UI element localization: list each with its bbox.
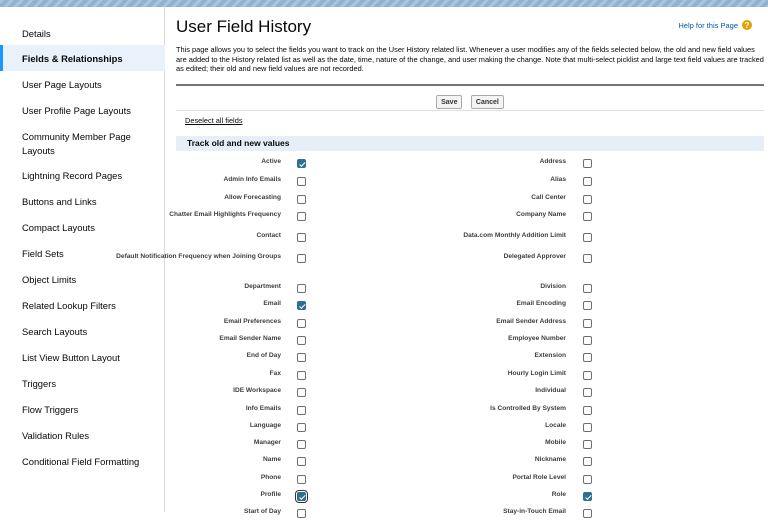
field-label: Mobile [545,439,566,446]
field-checkbox[interactable] [583,475,592,484]
field-checkbox[interactable] [297,177,306,186]
sidebar-item[interactable]: Fields & Relationships [0,45,165,71]
field-history-panel [116,84,764,526]
field-checkbox[interactable] [297,371,306,380]
field-checkbox[interactable] [297,509,306,518]
field-checkbox[interactable] [583,388,592,397]
field-label: Email Encoding [516,300,566,307]
field-label: Email Sender Address [496,318,566,325]
field-label: Manager [253,439,281,446]
field-checkbox[interactable] [297,492,306,501]
page-description: This page allows you to select the fields you want to track on the User History related list. Whenever a user modifies any of the fields selected below, the old and new field values are added to the History related list as well as the date, time, nature of the change, and user making the change. Note that multi-select picklist and large text field values are tracked as edited; their old and new field values are not recorded. [176,45,764,74]
field-checkbox[interactable] [583,423,592,432]
field-checkbox[interactable] [583,509,592,518]
field-label: Phone [260,474,281,481]
field-label: Stay-in-Touch Email [503,508,566,515]
section-header [176,136,764,151]
field-label: Default Notification Frequency when Joining Groups [116,253,281,260]
field-checkbox[interactable] [297,284,306,293]
field-label: Delegated Approver [503,253,566,260]
deselect-all-link[interactable]: Deselect all fields [185,116,243,125]
sidebar-item[interactable]: Search Layouts [22,326,88,337]
main-content [116,7,768,515]
sidebar-item[interactable]: Details [22,28,51,39]
field-label: Chatter Email Highlights Frequency [169,211,281,218]
field-label: End of Day [246,352,281,359]
field-checkbox[interactable] [583,159,592,168]
field-checkbox[interactable] [297,406,306,415]
field-checkbox[interactable] [583,406,592,415]
field-label: Individual [535,387,566,394]
field-checkbox[interactable] [583,353,592,362]
save-button[interactable]: Save [436,95,462,109]
field-label: Locale [545,422,566,429]
field-checkbox[interactable] [583,336,592,345]
sidebar-item[interactable]: Field Sets [22,248,64,259]
field-label: Email [263,300,281,307]
sidebar-item[interactable]: Buttons and Links [22,196,97,207]
field-label: Fax [269,370,281,377]
sidebar-item[interactable]: User Page Layouts [22,79,102,90]
field-checkbox[interactable] [297,195,306,204]
field-label: Start of Day [243,508,281,515]
field-checkbox[interactable] [583,371,592,380]
sidebar-item[interactable]: Compact Layouts [22,222,95,233]
section-title: Track old and new values [187,138,290,148]
field-checkbox[interactable] [297,254,306,263]
field-checkbox[interactable] [297,336,306,345]
field-label: Portal Role Level [512,474,566,481]
field-checkbox[interactable] [297,388,306,397]
field-label: IDE Workspace [233,387,281,394]
top-banner [0,0,768,7]
button-row [176,91,764,107]
field-label: Division [540,283,566,290]
field-checkbox[interactable] [583,301,592,310]
field-checkbox[interactable] [583,440,592,449]
field-checkbox[interactable] [297,212,306,221]
field-checkbox[interactable] [297,353,306,362]
help-link[interactable] [678,20,752,30]
divider [176,110,764,111]
field-label: Allow Forecasting [224,194,281,201]
field-label: Address [539,158,566,165]
field-label: Info Emails [245,405,281,412]
field-checkbox[interactable] [583,254,592,263]
sidebar-item[interactable]: Triggers [22,378,57,389]
help-icon: ? [742,20,752,30]
field-checkbox[interactable] [297,457,306,466]
field-label: Nickname [534,456,566,463]
field-label: Data.com Monthly Addition Limit [463,232,566,239]
help-link-label: Help for this Page [678,20,738,30]
field-checkbox[interactable] [297,475,306,484]
sidebar-item[interactable]: Lightning Record Pages [22,170,123,181]
sidebar-item[interactable]: Flow Triggers [22,404,79,415]
sidebar-item[interactable]: List View Button Layout [22,352,120,363]
sidebar-item[interactable]: Community Member Page Layouts [22,131,131,156]
field-checkbox[interactable] [583,233,592,242]
field-label: Admin Info Emails [223,176,281,183]
field-label: Employee Number [508,335,566,342]
field-label: Extension [534,352,566,359]
field-checkbox[interactable] [583,195,592,204]
sidebar-item[interactable]: Related Lookup Filters [22,300,116,311]
field-label: Company Name [516,211,566,218]
sidebar-item[interactable]: Conditional Field Formatting [22,456,140,467]
sidebar-item[interactable]: Validation Rules [22,430,90,441]
field-checkbox[interactable] [583,212,592,221]
field-label: Profile [260,491,281,498]
field-label: Email Sender Name [219,335,281,342]
field-label: Role [551,491,566,498]
sidebar-item[interactable]: User Profile Page Layouts [22,105,131,116]
field-label: Alias [550,176,566,183]
page-title: User Field History [176,17,312,36]
field-label: Email Preferences [223,318,281,325]
field-checkbox[interactable] [297,319,306,328]
sidebar-item[interactable]: Object Limits [22,274,77,285]
field-checkbox[interactable] [583,457,592,466]
field-label: Name [263,456,281,463]
field-label: Language [249,422,281,429]
field-checkbox[interactable] [297,423,306,432]
field-checkbox[interactable] [583,284,592,293]
field-checkbox[interactable] [583,319,592,328]
field-label: Department [244,283,281,290]
field-label: Is Controlled By System [490,405,566,412]
field-checkbox[interactable] [297,159,306,168]
field-checkbox[interactable] [583,177,592,186]
field-label: Hourly Login Limit [507,370,566,377]
field-label: Contact [256,232,281,239]
field-checkbox[interactable] [583,492,592,501]
field-label: Active [261,158,281,165]
cancel-button[interactable]: Cancel [471,95,504,109]
field-checkbox[interactable] [297,440,306,449]
field-label: Call Center [531,194,566,201]
field-checkbox[interactable] [297,301,306,310]
field-checkbox[interactable] [297,233,306,242]
